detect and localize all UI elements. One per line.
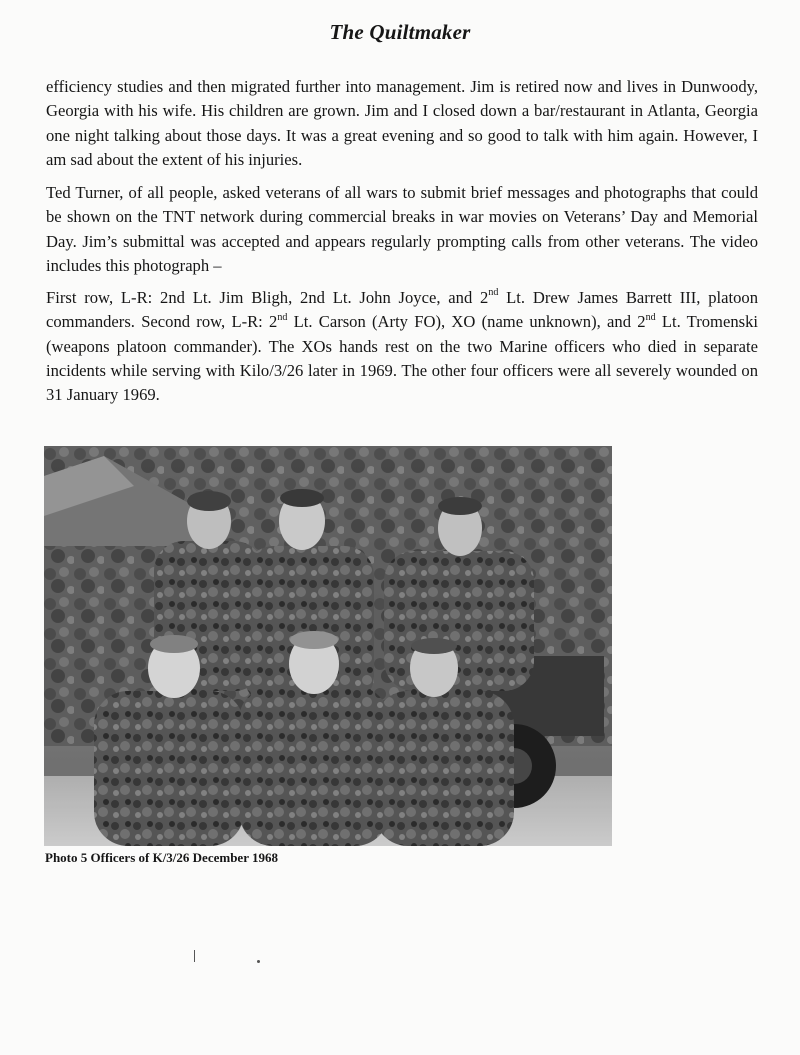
scan-mark	[194, 950, 195, 962]
ordinal-suffix: nd	[277, 311, 288, 323]
scan-mark	[257, 960, 260, 963]
paragraph-3	[46, 286, 758, 407]
paragraph-3-text-4: Lt. Tromenski (weapons platoon commander). The XOs hands rest on the two Marine officers who died in separate incidents while serving with Kilo/3/26 later in 1969. The other four officers were all severely wounded on 31 January 1969.	[46, 312, 758, 405]
group-photo-illustration	[44, 446, 612, 846]
paragraph-3-text-2: Lt. Drew James Barrett III, platoon commanders. Second row, L-R: 2	[46, 288, 759, 332]
paragraph-3-text-3: Lt. Carson (Arty FO), XO (name unknown), and 2	[287, 312, 646, 332]
paragraph-1: efficiency studies and then migrated further into management. Jim is retired now and lives in Dunwoody, Georgia with his wife. His children are grown. Jim and I closed down a bar/restaurant in Atlanta, Georgia one night talking about those days. It was a great evening and so good to talk with him again. However, I am sad about the extent of his injuries.	[46, 77, 758, 169]
group-photo	[44, 446, 612, 846]
paragraph-3-text-1: First row, L-R: 2nd Lt. Jim Bligh, 2nd Lt. John Joyce, and 2	[46, 288, 489, 307]
ordinal-suffix: nd	[645, 311, 656, 323]
photo-caption: Photo 5 Officers of K/3/26 December 1968	[45, 850, 278, 865]
paragraph-2: Ted Turner, of all people, asked veterans of all wars to submit brief messages and photographs that could be shown on the TNT network during commercial breaks in war movies on Veterans’ Day and Memorial Day. Jim’s submittal was accepted and appears regularly prompting calls from other veterans. The video includes this photograph –	[46, 183, 758, 275]
page-title: The Quiltmaker	[329, 20, 471, 44]
ordinal-suffix: nd	[488, 287, 499, 299]
